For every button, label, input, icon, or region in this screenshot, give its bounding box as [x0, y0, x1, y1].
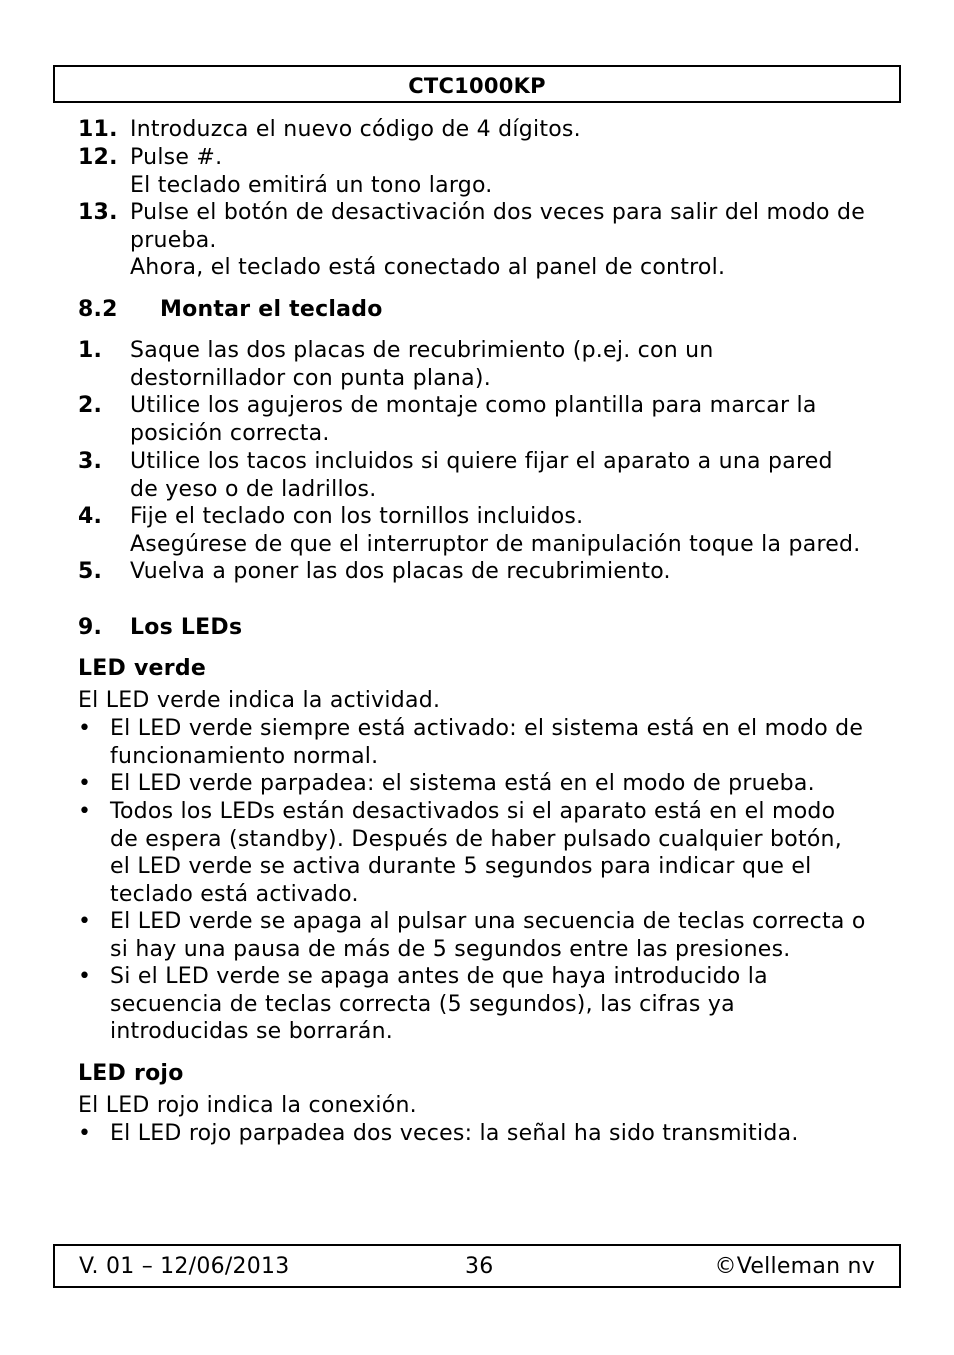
step-line: Utilice los tacos incluidos si quiere fijar el aparato a una pared — [130, 449, 833, 474]
bullet-line: funcionamiento normal. — [110, 743, 379, 769]
section-8-2-heading — [78, 296, 383, 323]
bullet-line: de espera (standby). Después de haber pulsado cualquier botón, — [110, 826, 842, 852]
bullet-glyph: • — [78, 799, 92, 824]
bullet-glyph: • — [78, 909, 92, 934]
model-title: CTC1000KP — [408, 74, 546, 98]
step-number: 5. — [78, 559, 103, 584]
step-line: Ahora, el teclado está conectado al panel de control. — [130, 255, 726, 281]
bullet-line: el LED verde se activa durante 5 segundos para indicar que el — [110, 854, 812, 880]
bullet-text — [110, 963, 768, 1046]
document-footer — [53, 1244, 901, 1288]
bullet-text — [110, 1120, 799, 1148]
bullet-glyph: • — [78, 771, 92, 796]
step-number: 11. — [78, 117, 118, 142]
led-red-heading: LED rojo — [78, 1061, 184, 1086]
footer-version: V. 01 – 12/06/2013 — [79, 1254, 290, 1279]
section-number: 9. — [78, 615, 103, 640]
step-line: Asegúrese de que el interruptor de manipulación toque la pared. — [130, 531, 861, 557]
bullet-line: si hay una pausa de más de 5 segundos entre las presiones. — [110, 936, 791, 962]
step-text — [130, 392, 817, 447]
step-text — [130, 448, 833, 503]
bullet-glyph: • — [78, 716, 92, 741]
bullet-line: Todos los LEDs están desactivados si el aparato está en el modo — [110, 799, 836, 824]
section-9-heading — [78, 614, 243, 641]
bullet-text — [110, 908, 866, 963]
step-line: posición correcta. — [130, 420, 330, 446]
step-line: Utilice los agujeros de montaje como plantilla para marcar la — [130, 393, 817, 418]
step-text — [130, 199, 865, 282]
step-line: Pulse #. — [130, 145, 223, 170]
led-red-intro: El LED rojo indica la conexión. — [78, 1093, 417, 1118]
document-header — [53, 65, 901, 103]
section-title: Montar el teclado — [160, 297, 383, 322]
bullet-line: Si el LED verde se apaga antes de que haya introducido la — [110, 964, 768, 989]
step-line: El teclado emitirá un tono largo. — [130, 172, 493, 198]
step-text — [130, 144, 493, 199]
step-number: 3. — [78, 449, 103, 474]
step-text — [130, 558, 671, 586]
step-line: Introduzca el nuevo código de 4 dígitos. — [130, 117, 581, 142]
step-line: Fije el teclado con los tornillos incluidos. — [130, 504, 584, 529]
bullet-line: El LED verde parpadea: el sistema está en el modo de prueba. — [110, 771, 815, 796]
step-number: 13. — [78, 200, 118, 225]
led-green-heading: LED verde — [78, 656, 206, 681]
section-number: 8.2 — [78, 297, 118, 322]
bullet-glyph: • — [78, 964, 92, 989]
bullet-text — [110, 798, 842, 908]
bullet-text — [110, 770, 815, 798]
step-number: 2. — [78, 393, 103, 418]
bullet-line: El LED rojo parpadea dos veces: la señal ha sido transmitida. — [110, 1121, 799, 1146]
bullet-line: teclado está activado. — [110, 881, 359, 907]
step-number: 4. — [78, 504, 103, 529]
step-line: Saque las dos placas de recubrimiento (p.ej. con un — [130, 338, 714, 363]
step-number: 1. — [78, 338, 103, 363]
step-line: de yeso o de ladrillos. — [130, 476, 377, 502]
step-text — [130, 337, 714, 392]
led-green-intro: El LED verde indica la actividad. — [78, 688, 441, 713]
page-number: 36 — [465, 1254, 494, 1279]
bullet-glyph: • — [78, 1121, 92, 1146]
step-line: destornillador con punta plana). — [130, 365, 491, 391]
section-title: Los LEDs — [130, 615, 243, 640]
step-number: 12. — [78, 145, 118, 170]
step-text — [130, 116, 581, 144]
bullet-line: El LED verde siempre está activado: el sistema está en el modo de — [110, 716, 864, 741]
bullet-line: El LED verde se apaga al pulsar una secuencia de teclas correcta o — [110, 909, 866, 934]
bullet-text — [110, 715, 863, 770]
bullet-line: secuencia de teclas correcta (5 segundos), las cifras ya — [110, 991, 735, 1017]
step-line: Vuelva a poner las dos placas de recubrimiento. — [130, 559, 671, 584]
footer-copyright: ©Velleman nv — [714, 1254, 875, 1279]
bullet-line: introducidas se borrarán. — [110, 1019, 394, 1045]
step-line: prueba. — [130, 227, 217, 253]
step-text — [130, 503, 861, 558]
step-line: Pulse el botón de desactivación dos veces para salir del modo de — [130, 200, 865, 225]
